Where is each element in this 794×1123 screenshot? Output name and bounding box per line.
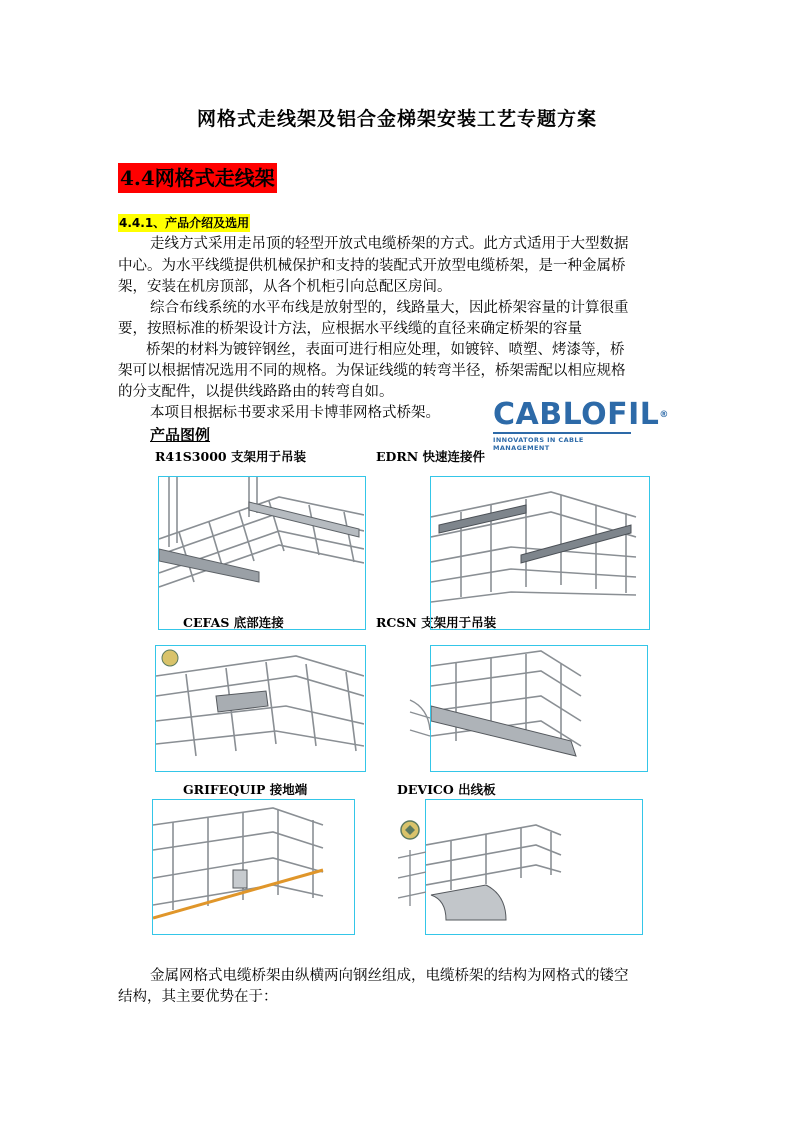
paragraph-4-line-1: 本项目根据标书要求采用卡博菲网格式桥架。 (150, 405, 440, 421)
product-legend-heading: 产品图例 (150, 426, 211, 444)
product-image-cefas (155, 645, 366, 772)
document-title: 网格式走线架及铝合金梯架安装工艺专题方案 (196, 108, 597, 130)
subsection-heading: 4.4.1、产品介绍及选用 (119, 216, 250, 230)
paragraph-2-line-2: 要，按照标准的桥架设计方法，应根据水平线缆的直径来确定桥架的容量 (118, 321, 582, 337)
product-image-devico (425, 799, 643, 935)
paragraph-3-line-1: 桥架的材料为镀锌钢丝，表面可进行相应处理，如镀锌、喷塑、烤漆等，桥 (146, 342, 625, 358)
product-image-rcsn (430, 645, 648, 772)
cablofil-logo (493, 397, 669, 456)
caption-cefas: CEFAS 底部连接 (183, 615, 284, 630)
section-heading: 4.4网格式走线架 (118, 163, 277, 193)
paragraph-3-line-2: 架可以根据情况选用不同的规格。为保证线缆的转弯半径，桥架需配以相应规格 (118, 363, 626, 379)
paragraph-3-line-3: 的分支配件，以提供线路路由的转弯自如。 (118, 384, 394, 400)
logo-registered-mark: ® (659, 410, 669, 420)
caption-rcsn: RCSN 支架用于吊装 (376, 615, 497, 630)
product-image-edrn (430, 476, 650, 630)
paragraph-1-line-2: 中心。为水平线缆提供机械保护和支持的装配式开放型电缆桥架，是一种金属桥 (118, 258, 626, 274)
product-image-grifequip (152, 799, 355, 935)
caption-r41s3000: R41S3000 支架用于吊装 (155, 449, 306, 464)
logo-underline (493, 432, 631, 434)
caption-edrn: EDRN 快速连接件 (376, 449, 486, 464)
logo-tagline: INNOVATORS IN CABLE MANAGEMENT (493, 436, 584, 452)
product-image-r41s3000 (158, 476, 366, 630)
paragraph-1-line-1: 走线方式采用走吊顶的轻型开放式电缆桥架的方式。此方式适用于大型数据 (150, 236, 629, 252)
caption-grifequip: GRIFEQUIP 接地端 (183, 782, 308, 797)
paragraph-2-line-1: 综合布线系统的水平布线是放射型的，线路量大，因此桥架容量的计算很重 (150, 300, 629, 316)
rcsn-side-image (408, 690, 432, 750)
closing-line-2: 结构，其主要优势在于： (118, 989, 278, 1005)
caption-devico: DEVICO 出线板 (397, 782, 496, 797)
paragraph-1-line-3: 架，安装在机房顶部，从各个机柜引向总配区房间。 (118, 279, 452, 295)
logo-word: CABLOFIL (493, 397, 660, 432)
closing-line-1: 金属网格式电缆桥架由纵横两向钢丝组成，电缆桥架的结构为网格式的镂空 (150, 968, 629, 984)
devico-side-image (398, 828, 426, 918)
